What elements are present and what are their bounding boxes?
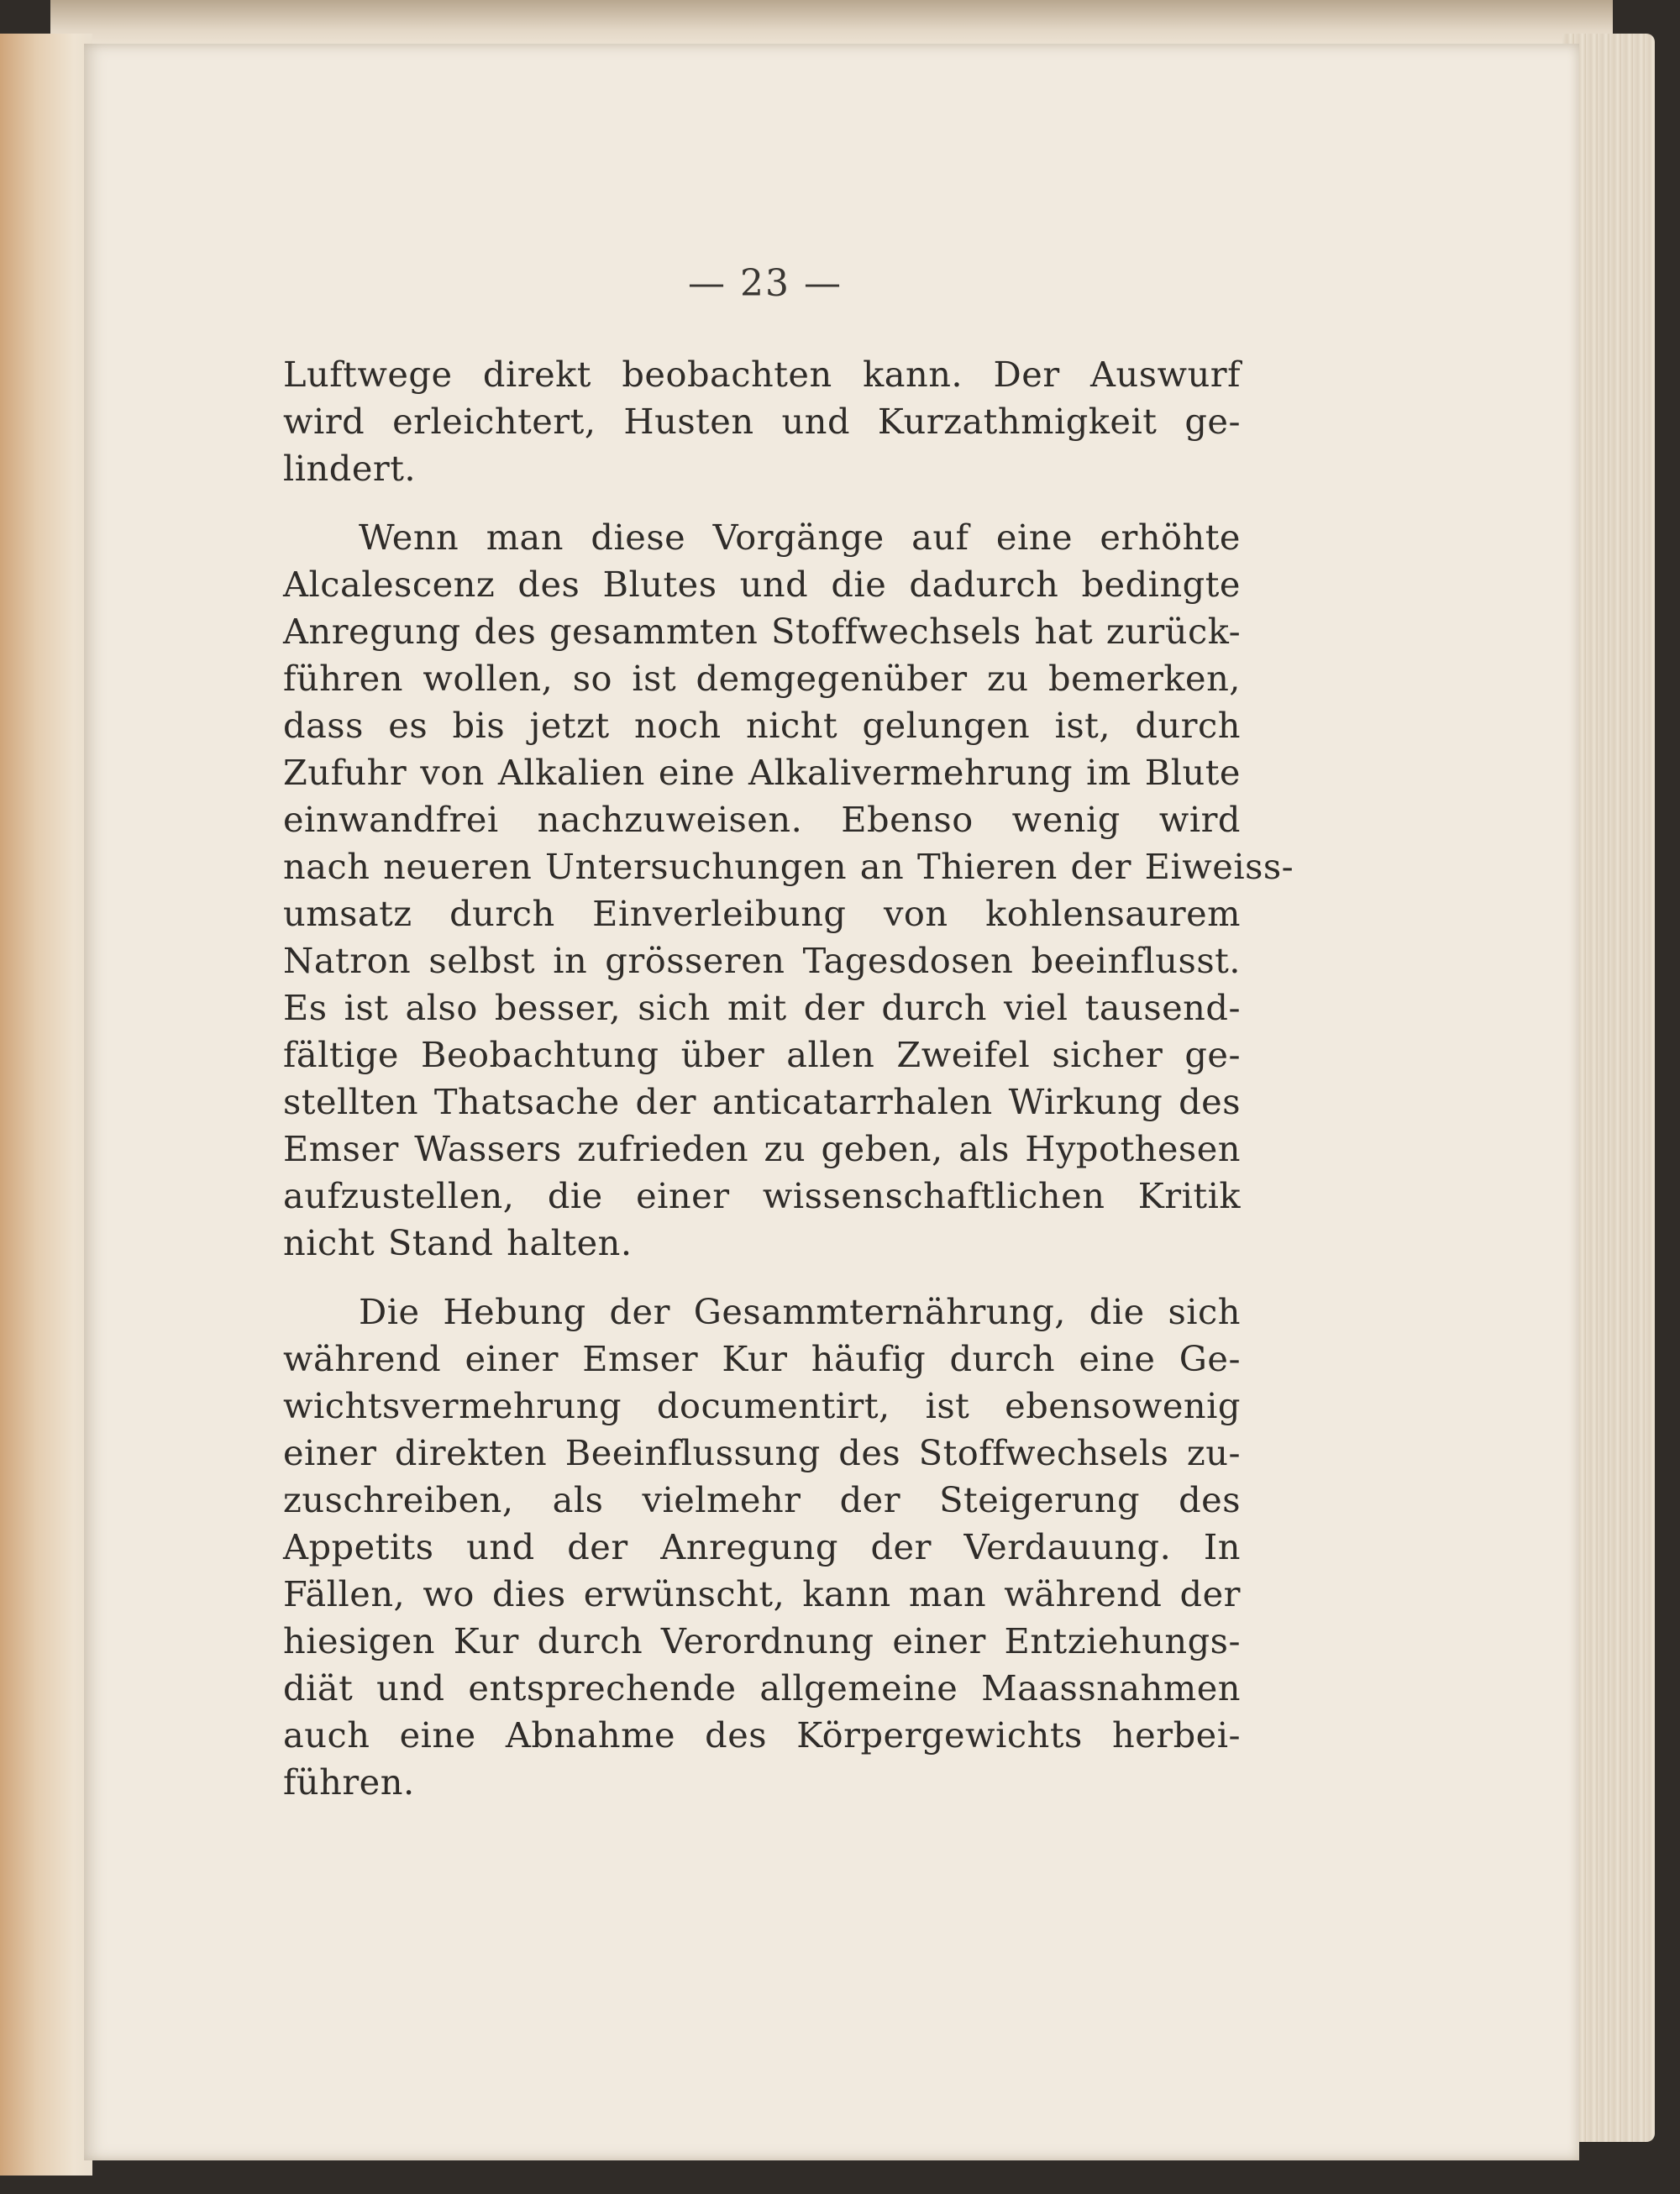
text-line: Die Hebung der Gesammternährung, die sich — [359, 1291, 1241, 1332]
text-line: Anregung des gesammten Stoffwechsels hat zurück- — [283, 611, 1242, 652]
text-line: führen. — [283, 1761, 415, 1803]
text-line: führen wollen, so ist demgegenüber zu bemerken, — [283, 658, 1241, 699]
text-line: hiesigen Kur durch Verordnung einer Entziehungs- — [283, 1620, 1241, 1661]
text-line: auch eine Abnahme des Körpergewichts herbei- — [283, 1714, 1241, 1756]
body-text — [283, 351, 1294, 1806]
text-line: stellten Thatsache der anticatarrhalen Wirkung des — [283, 1081, 1241, 1122]
text-line: Luftwege direkt beobachten kann. Der Auswurf — [283, 354, 1241, 395]
text-line: Wenn man diese Vorgänge auf eine erhöhte — [359, 517, 1241, 558]
page-number: — 23 — — [688, 262, 843, 305]
text-line: aufzustellen, die einer wissenschaftlichen Kritik — [283, 1175, 1241, 1216]
text-line: Natron selbst in grösseren Tagesdosen beeinflusst. — [283, 940, 1241, 981]
text-line: Appetits und der Anregung der Verdauung. In — [283, 1526, 1241, 1567]
book-top-edge — [50, 0, 1613, 50]
paragraph-1 — [283, 351, 1241, 492]
left-page-edge — [0, 34, 92, 2176]
paragraph-3 — [283, 1289, 1241, 1806]
text-line: umsatz durch Einverleibung von kohlensaurem — [283, 893, 1241, 934]
paragraph-2 — [283, 514, 1294, 1267]
text-line: fältige Beobachtung über allen Zweifel sicher ge- — [283, 1034, 1241, 1075]
text-line: während einer Emser Kur häufig durch eine Ge- — [283, 1338, 1241, 1379]
text-line: lindert. — [283, 448, 417, 489]
text-line: wichtsvermehrung documentirt, ist ebensowenig — [283, 1385, 1241, 1426]
text-line: diät und entsprechende allgemeine Maassnahmen — [283, 1667, 1241, 1708]
text-line: einwandfrei nachzuweisen. Ebenso wenig wird — [283, 799, 1241, 840]
text-line: Es ist also besser, sich mit der durch viel tausend- — [283, 987, 1241, 1028]
text-line: Zufuhr von Alkalien eine Alkalivermehrung im Blute — [283, 752, 1241, 793]
text-line: Fällen, wo dies erwünscht, kann man während der — [283, 1573, 1241, 1614]
text-line: einer direkten Beeinflussung des Stoffwechsels zu- — [283, 1432, 1241, 1473]
text-line: Alcalescenz des Blutes und die dadurch bedingte — [283, 564, 1241, 605]
text-line: nach neueren Untersuchungen an Thieren der Eiweiss- — [283, 846, 1294, 887]
text-line: zuschreiben, als vielmehr der Steigerung des — [283, 1479, 1241, 1520]
text-line: dass es bis jetzt noch nicht gelungen ist, durch — [283, 705, 1241, 746]
text-line: Emser Wassers zufrieden zu geben, als Hypothesen — [283, 1128, 1241, 1169]
text-line: nicht Stand halten. — [283, 1222, 633, 1263]
text-line: wird erleichtert, Husten und Kurzathmigkeit ge- — [283, 401, 1241, 442]
